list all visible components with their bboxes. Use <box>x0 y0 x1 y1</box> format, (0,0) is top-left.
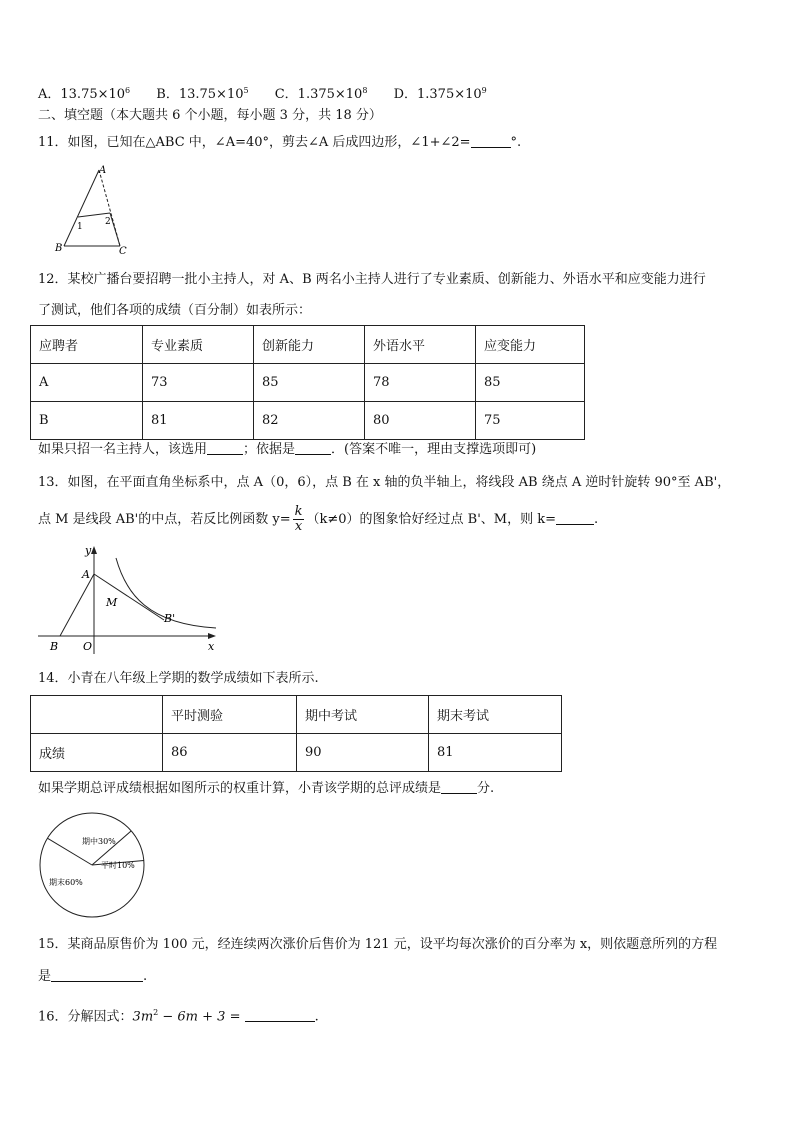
q15-line-1: 15．某商品原售价为 100 元，经连续两次涨价后售价为 121 元，设平均每次涨价的百分率为 x，则依题意所列的方程 <box>38 937 718 952</box>
label-b-prime: B' <box>164 612 176 625</box>
q13-line-2: 点 M 是线段 AB'的中点，若反比例函数 y= $\frac{k}{x}$ （k≠0）的图象恰好经过点 B'、M，则 k= . <box>38 504 599 534</box>
pie-slice-boundary-期中 <box>92 831 131 865</box>
y-axis-arrow <box>91 546 97 554</box>
table-row <box>31 364 585 402</box>
option-a: A．$13.75\times 10^6$ <box>38 86 131 102</box>
table-cell: 73 <box>143 364 254 402</box>
pie-label-midterm: 期中30% <box>82 837 116 846</box>
section-title: 二、填空题（本大题共 6 个小题，每小题 3 分，共 18 分） <box>38 108 382 123</box>
table-header-cell: 应聘者 <box>31 326 143 364</box>
q13-coordinate-figure <box>38 544 218 656</box>
table-cell: B <box>31 402 143 440</box>
table-cell: 80 <box>365 402 476 440</box>
label-b: B <box>55 243 63 254</box>
table-cell: 86 <box>163 734 297 772</box>
label-angle-1: 1 <box>77 222 83 232</box>
label-o: O <box>83 640 93 653</box>
q12-question: 如果只招一名主持人，该选用 ；依据是 ．(答案不唯一，理由支撑选项即可) <box>38 442 537 457</box>
option-d: D．$1.375\times 10^9$ <box>393 86 487 102</box>
q13-line-1: 13．如图，在平面直角坐标系中，点 A（0，6），点 B 在 x 轴的负半轴上，将线段 AB 绕点 A 逆时针旋转 90°至 AB'， <box>38 475 731 490</box>
table-header-cell: 期末考试 <box>429 696 562 734</box>
table-cell: 成绩 <box>31 734 163 772</box>
table-header-cell: 期中考试 <box>297 696 429 734</box>
table-cell: 75 <box>476 402 585 440</box>
table-header-cell <box>31 696 163 734</box>
label-m: M <box>106 596 118 609</box>
q11-triangle-figure <box>50 163 140 258</box>
q15-line-2: 是 . <box>38 969 148 984</box>
label-a: A <box>82 568 90 581</box>
table-cell: 90 <box>297 734 429 772</box>
table-header-row <box>31 326 585 364</box>
table-header-cell: 专业素质 <box>143 326 254 364</box>
segment-ab <box>60 574 94 636</box>
q11-text: 11．如图，已知在△ABC 中，∠A=40°，剪去∠A 后成四边形，∠1+∠2= °. <box>38 135 522 150</box>
table-cell: 85 <box>254 364 365 402</box>
q16-line: 16．分解因式：$3m^2 - 6m + 3$ = . <box>38 1008 319 1025</box>
label-c: C <box>119 246 127 257</box>
table-cell: 82 <box>254 402 365 440</box>
x-axis-arrow <box>208 633 216 639</box>
option-c: C．$1.375\times 10^8$ <box>274 86 368 102</box>
pie-label-final: 期末60% <box>49 878 83 887</box>
table-cell: 81 <box>429 734 562 772</box>
q12-score-table <box>30 325 585 440</box>
fraction-k-over-x: $\frac{k}{x}$ <box>294 504 303 534</box>
label-a: A <box>99 165 107 176</box>
table-header-cell: 平时测验 <box>163 696 297 734</box>
side-cut-c <box>110 213 120 246</box>
q14-score-table <box>30 695 562 772</box>
table-header-cell: 外语水平 <box>365 326 476 364</box>
q12-line-1: 12．某校广播台要招聘一批小主持人，对 A、B 两名小主持人进行了专业素质、创新能力、外语水平和应变能力进行 <box>38 272 706 287</box>
q14-line-2: 如果学期总评成绩根据如图所示的权重计算，小青该学期的总评成绩是 分. <box>38 781 495 796</box>
q14-line-1: 14．小青在八年级上学期的数学成绩如下表所示. <box>38 671 319 686</box>
label-angle-2: 2 <box>105 217 111 227</box>
table-cell: 78 <box>365 364 476 402</box>
label-y: y <box>85 544 92 557</box>
table-header-row <box>31 696 562 734</box>
table-header-cell: 创新能力 <box>254 326 365 364</box>
table-cell: 81 <box>143 402 254 440</box>
table-header-cell: 应变能力 <box>476 326 585 364</box>
side-ab <box>64 170 99 246</box>
q14-weight-pie-chart <box>36 810 148 920</box>
label-x: x <box>208 640 215 653</box>
table-cell: 85 <box>476 364 585 402</box>
q10-options <box>38 82 509 104</box>
q12-line-2: 了测试，他们各项的成绩（百分制）如表所示： <box>38 303 312 318</box>
segment-ab-prime <box>94 574 164 620</box>
label-b: B <box>50 640 59 653</box>
table-row <box>31 734 562 772</box>
table-cell: A <box>31 364 143 402</box>
option-b: B．$13.75\times 10^5$ <box>156 86 249 102</box>
table-row <box>31 402 585 440</box>
pie-label-usual: 平时10% <box>101 861 135 870</box>
